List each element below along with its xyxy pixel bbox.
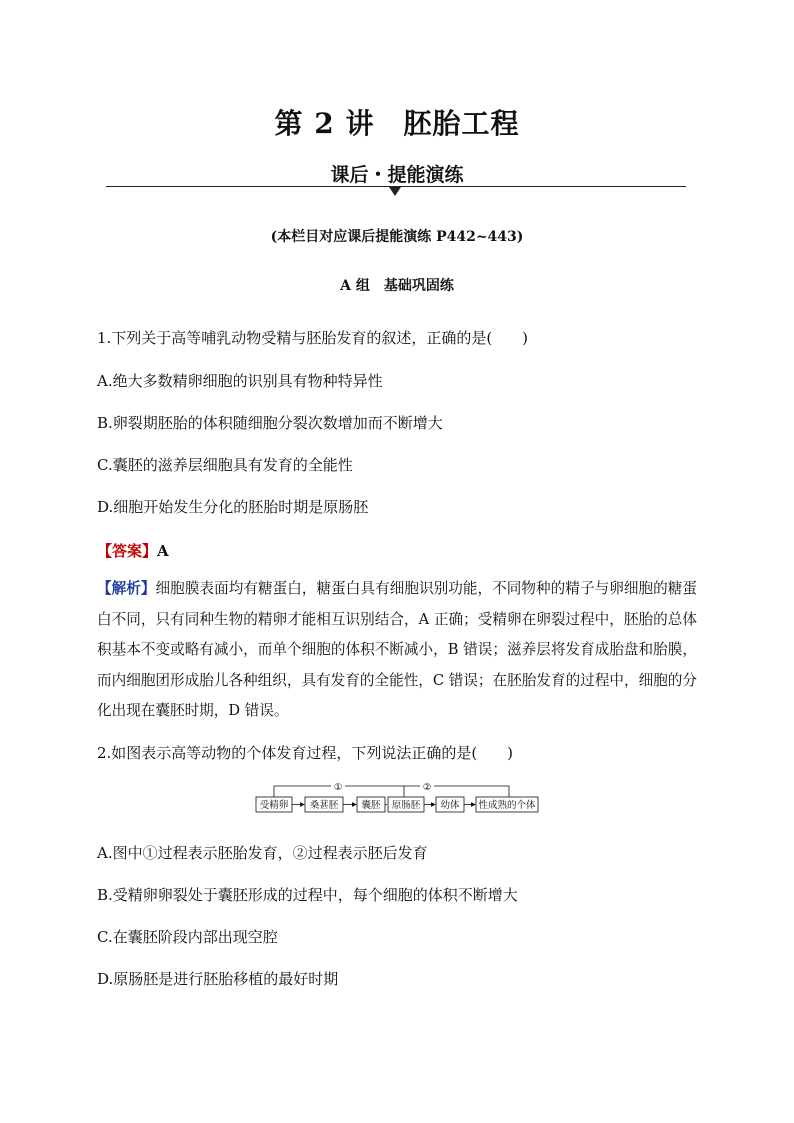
q1-option-a: A.绝大多数精卵细胞的识别具有物种特异性 bbox=[97, 372, 383, 390]
section-subtitle: 课后・提能演练 bbox=[330, 164, 464, 186]
diagram-node-morula: 桑葚胚 bbox=[309, 800, 339, 811]
diagram-node-larva: 幼体 bbox=[440, 800, 460, 811]
group-heading: A 组 基础巩固练 bbox=[340, 278, 454, 294]
q1-analysis bbox=[97, 574, 697, 727]
diagram-mark-2: ② bbox=[422, 782, 432, 793]
diagram-node-gastrula: 原肠胚 bbox=[391, 800, 421, 811]
bracket-2 bbox=[404, 786, 509, 797]
q2-option-b: B.受精卵卵裂处于囊胚形成的过程中，每个细胞的体积不断增大 bbox=[97, 886, 518, 904]
diagram-mark-1: ① bbox=[333, 782, 343, 793]
down-triangle-icon bbox=[389, 187, 401, 196]
analysis-text: 细胞膜表面均有糖蛋白，糖蛋白具有细胞识别功能，不同物种的精子与卵细胞的糖蛋白不同，只有同种生物的精卵才能相互识别结合，A 正确；受精卵在卵裂过程中，胚胎的总体积基本不变或略有减小，而单个细胞的体积不断减小，B 错误；滋养层将发育成胎盘和胎膜，而内细胞团形成胎儿各种组织，具有发育的全能性，C 错误；在胚胎发育的过程中，细胞的分化出现在囊胚时期，D 错误。 bbox=[97, 580, 697, 719]
q1-option-b: B.卵裂期胚胎的体积随细胞分裂次数增加而不断增大 bbox=[97, 414, 443, 432]
q1-answer bbox=[97, 540, 169, 561]
page-title: 第 2 讲 胚胎工程 bbox=[274, 107, 520, 140]
q1-option-d: D.细胞开始发生分化的胚胎时期是原肠胚 bbox=[97, 498, 369, 516]
q2-option-d: D.原肠胚是进行胚胎移植的最好时期 bbox=[97, 970, 339, 988]
q1-stem: 1.下列关于高等哺乳动物受精与胚胎发育的叙述，正确的是( ) bbox=[97, 329, 529, 347]
diagram-node-blastocyst: 囊胚 bbox=[361, 800, 381, 811]
analysis-label: 【解析】 bbox=[97, 580, 156, 597]
diagram-node-adult: 性成熟的个体 bbox=[478, 800, 536, 811]
q1-option-c: C.囊胚的滋养层细胞具有发育的全能性 bbox=[97, 456, 353, 474]
answer-label: 【答案】 bbox=[97, 542, 158, 560]
page-reference-note: (本栏目对应课后提能演练 P442~443) bbox=[270, 229, 524, 245]
diagram-node-zygote: 受精卵 bbox=[259, 800, 289, 811]
q2-option-c: C.在囊胚阶段内部出现空腔 bbox=[97, 928, 278, 946]
development-flow-diagram bbox=[254, 780, 540, 814]
q2-stem: 2.如图表示高等动物的个体发育过程，下列说法正确的是( ) bbox=[97, 744, 514, 762]
answer-value: A bbox=[157, 542, 169, 560]
q2-option-a: A.图中①过程表示胚胎发育，②过程表示胚后发育 bbox=[97, 844, 428, 862]
